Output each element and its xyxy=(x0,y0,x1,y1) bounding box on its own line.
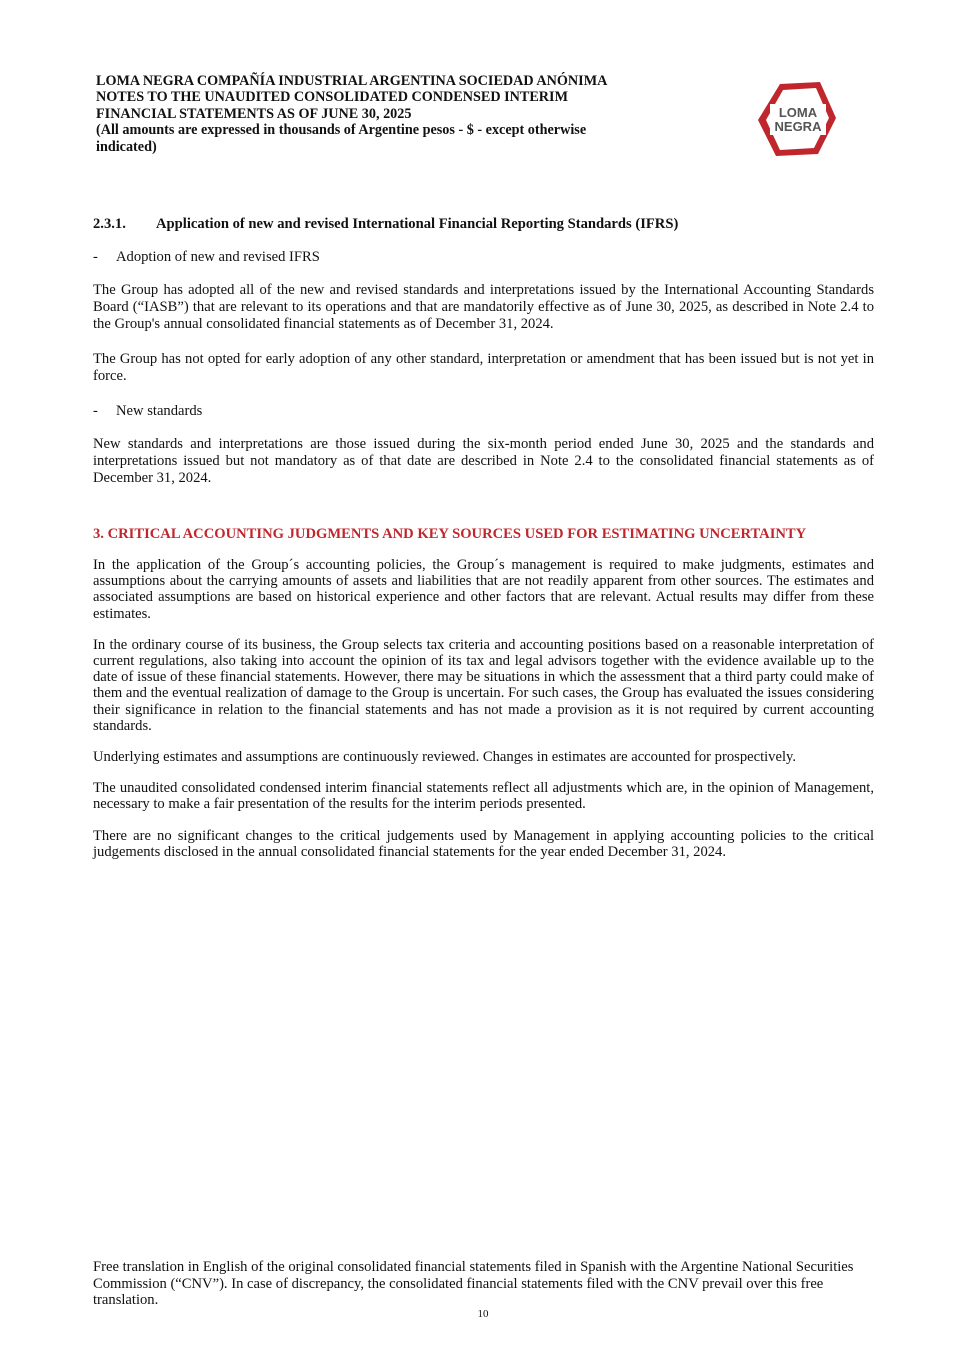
section-3-paragraph-2: In the ordinary course of its business, the Group selects tax criteria and accounting positions based on a reasonable interpretation of current regulations, also taking into account the opinion of its tax and legal advisors together with the evidence available up to the date of issue of these financial statements. However, there may be situations in which the assessment that a third party could make of them and the eventual realization of damage to the Group is uncertain. For such cases, the Group has evaluated the issues considering their significance in relation to the financial statements and has not made a provision as it is not required by current accounting standards. xyxy=(93,636,874,734)
footer-disclaimer: Free translation in English of the original consolidated financial statements filed in Spanish with the Argentine National Securities Commission (“CNV”). In case of discrepancy, the consolidated financial statements filed with the CNV prevail over this free translation. xyxy=(93,1259,854,1309)
page-number: 10 xyxy=(477,1308,489,1320)
adoption-subheading: - Adoption of new and revised IFRS xyxy=(93,249,320,265)
section-title: Application of new and revised International Financial Reporting Standards (IFRS) xyxy=(156,216,679,232)
section-number: 2.3.1. xyxy=(93,216,126,232)
section-231-heading xyxy=(93,216,874,233)
section-3-paragraph-1: In the application of the Group´s accounting policies, the Group´s management is required to make judgments, estimates and assumptions about the carrying amounts of assets and liabilities that are not readily apparent from other sources. The estimates and associated assumptions are based on historical experience and other factors that are relevant. Actual results may differ from these estimates. xyxy=(93,557,874,622)
loma-negra-logo xyxy=(756,80,838,158)
section-3-heading: 3. CRITICAL ACCOUNTING JUDGMENTS AND KEY SOURCES USED FOR ESTIMATING UNCERTAINTY xyxy=(93,526,807,542)
new-standards-subheading-text: New standards xyxy=(116,403,203,419)
header-line: LOMA NEGRA COMPAÑÍA INDUSTRIAL ARGENTINA SOCIEDAD ANÓNIMA xyxy=(96,73,608,89)
adoption-paragraph-2: The Group has not opted for early adoption of any other standard, interpretation or amendment that has been issued but is not yet in force. xyxy=(93,351,874,384)
logo-text-line1: LOMA xyxy=(778,105,818,120)
new-standards-paragraph: New standards and interpretations are those issued during the six-month period ended June 30, 2025 and the standards and interpretations issued but not mandatory as of that date are described in Note 2.4 to the consolidated financial statements as of December 31, 2024. xyxy=(93,436,874,486)
main-content xyxy=(93,216,874,878)
adoption-subheading-text: Adoption of new and revised IFRS xyxy=(116,249,320,265)
section-3-paragraph-5: There are no significant changes to the critical judgements used by Management in applying accounting policies to the critical judgements disclosed in the annual consolidated financial statements for the year ended December 31, 2024. xyxy=(93,827,874,860)
section-3-paragraph-3: Underlying estimates and assumptions are continuously reviewed. Changes in estimates are accounted for prospectively. xyxy=(93,749,797,766)
document-header xyxy=(96,73,716,155)
header-line: NOTES TO THE UNAUDITED CONSOLIDATED CONDENSED INTERIM xyxy=(96,89,568,106)
section-3-paragraph-4: The unaudited consolidated condensed interim financial statements reflect all adjustments which are, in the opinion of Management, necessary to make a fair presentation of the results for the interim periods presented. xyxy=(93,780,874,813)
adoption-paragraph-1: The Group has adopted all of the new and revised standards and interpretations issued by the International Accounting Standards Board (“IASB”) that are relevant to its operations and that are mandatorily effective as of June 30, 2025, as described in Note 2.4 to the Group's annual consolidated financial statements as of December 31, 2024. xyxy=(93,282,874,332)
new-standards-subheading: - New standards xyxy=(93,403,203,419)
header-line: FINANCIAL STATEMENTS AS OF JUNE 30, 2025 xyxy=(96,105,412,122)
header-line: (All amounts are expressed in thousands of Argentine pesos - $ - except otherwise xyxy=(96,122,587,139)
logo-text-line2: NEGRA xyxy=(774,119,822,134)
header-line: indicated) xyxy=(96,138,157,155)
